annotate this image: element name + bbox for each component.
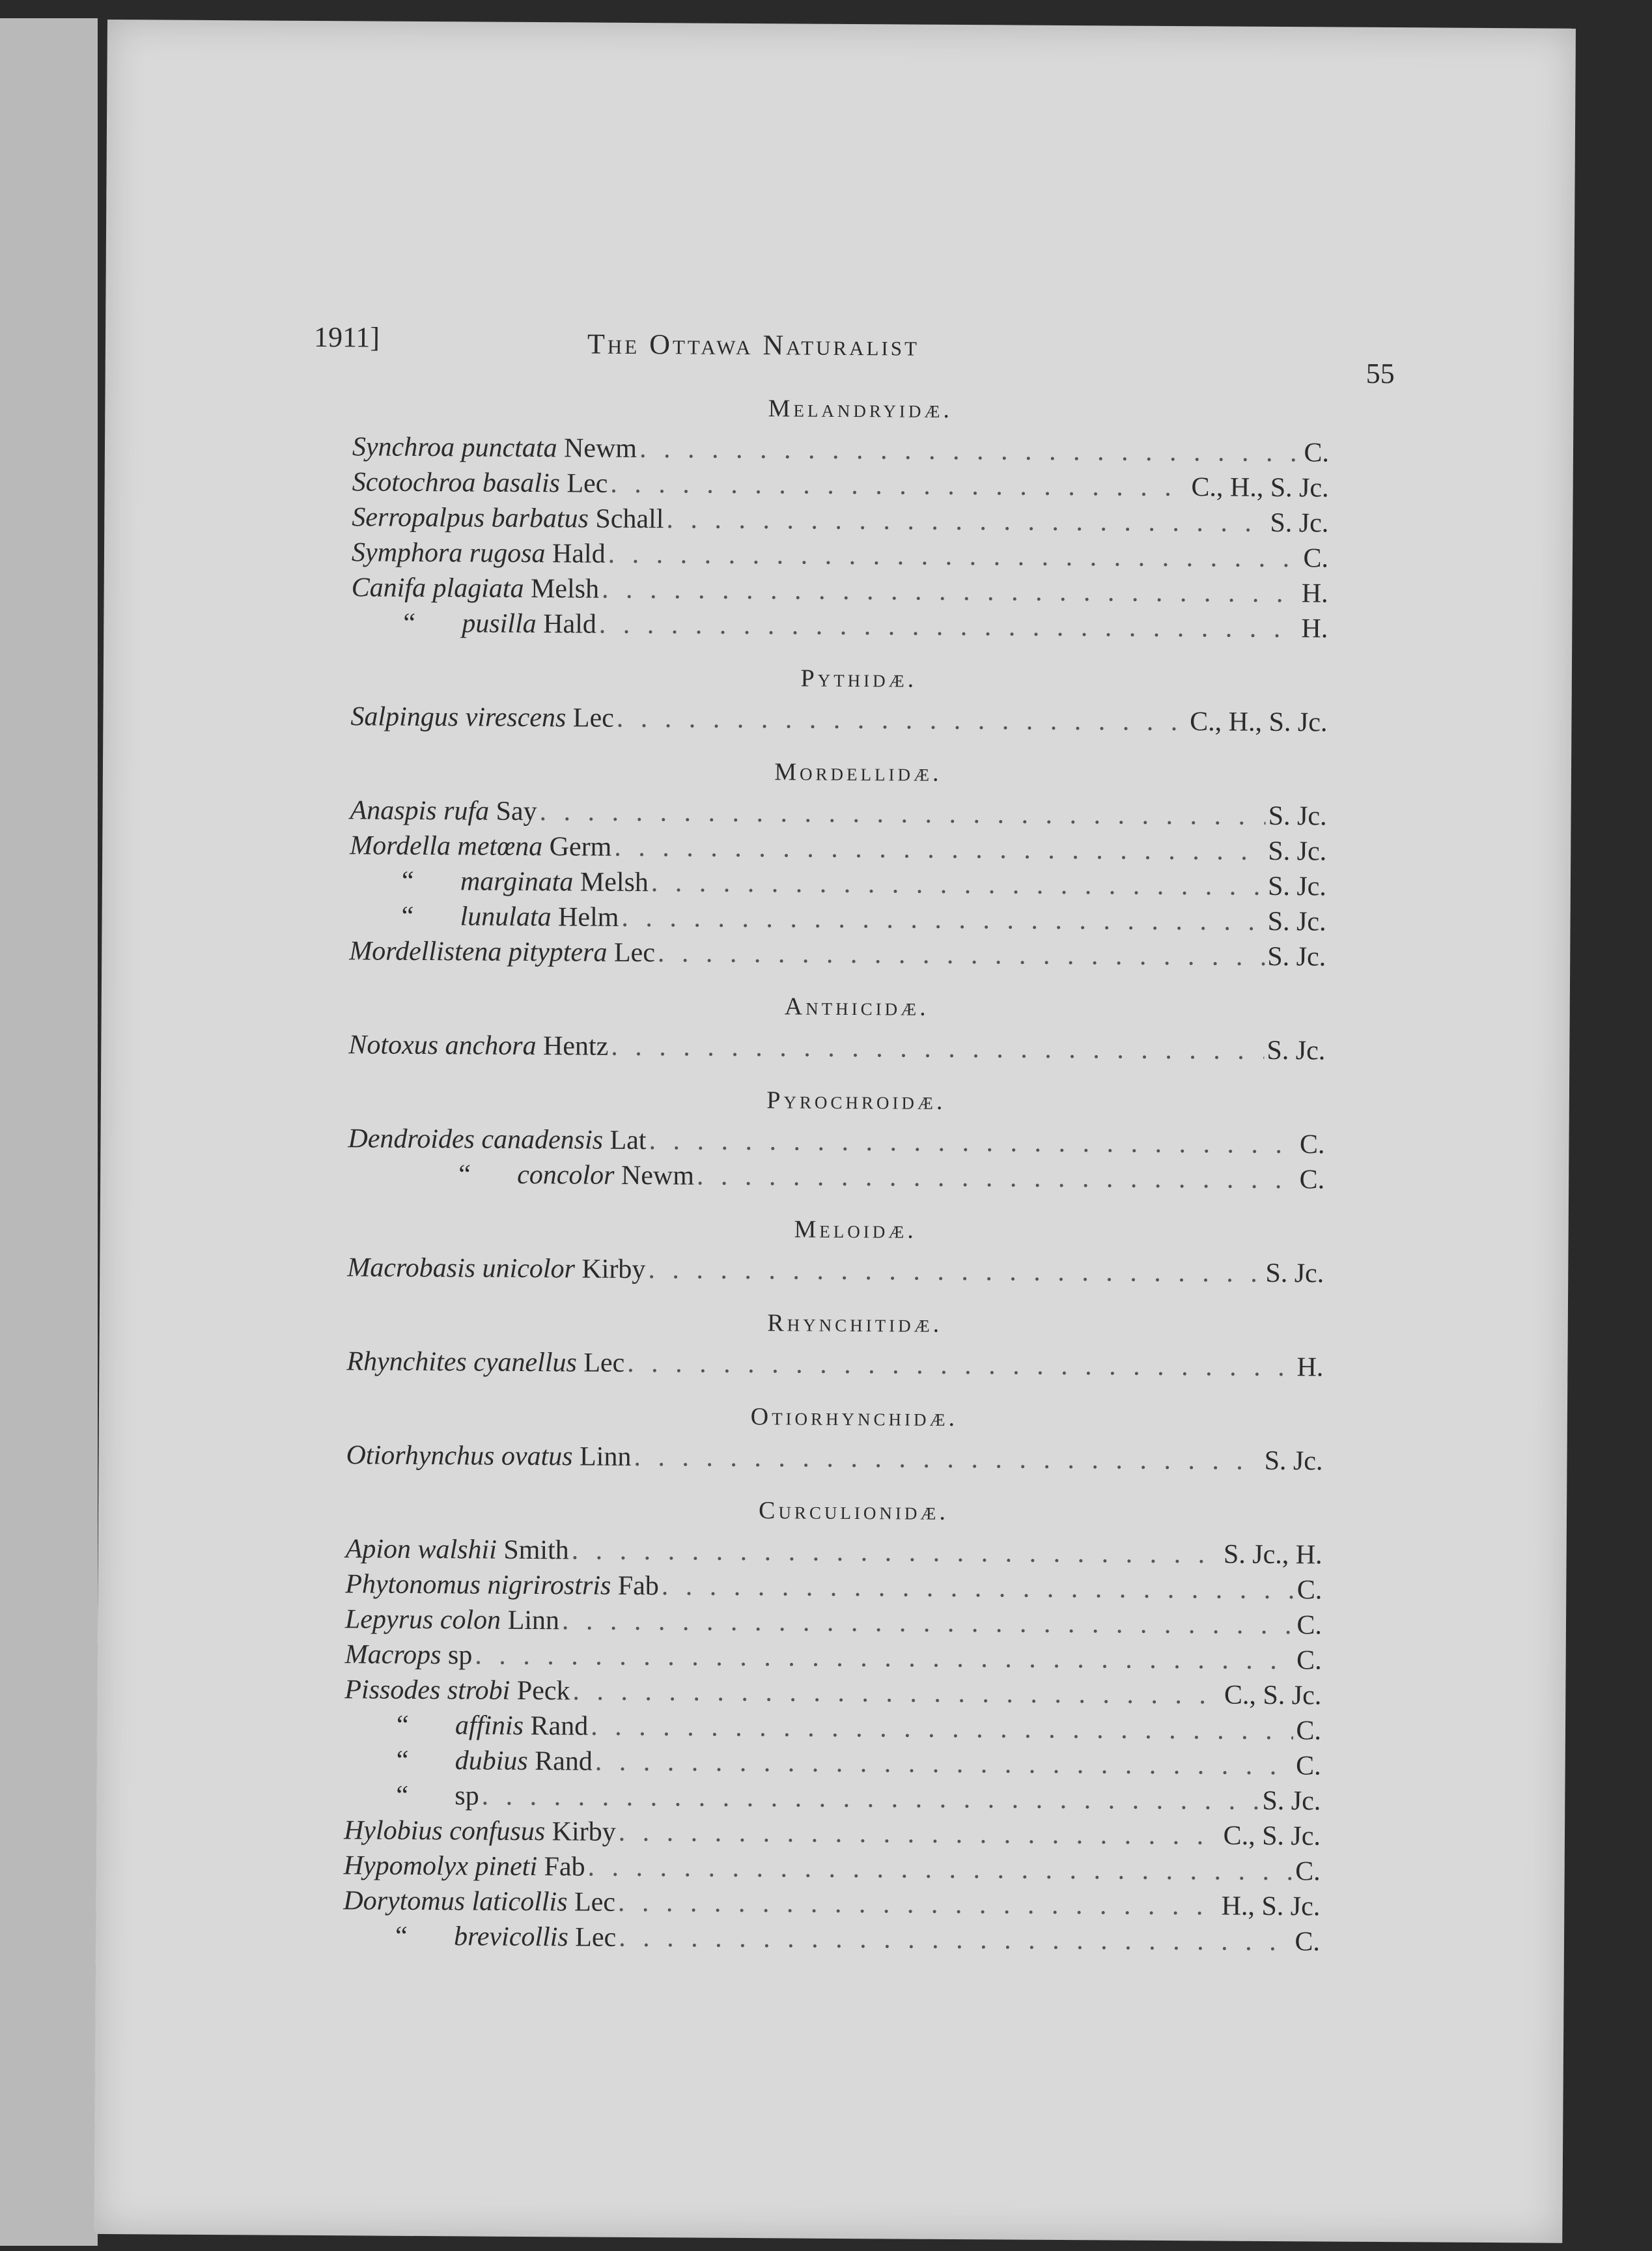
locality-code: C., H., S. Jc. xyxy=(1191,472,1329,503)
species-name: Serropalpus barbatus xyxy=(352,502,589,534)
author-abbrev: Say xyxy=(496,796,537,827)
author-abbrev: Newm xyxy=(563,433,637,464)
species-entry xyxy=(349,898,1326,939)
family-heading: Pyrochroidæ. xyxy=(766,1086,946,1115)
species-entry xyxy=(344,1672,1321,1713)
locality-code: H., S. Jc. xyxy=(1221,1891,1321,1922)
species-name: brevicollis xyxy=(453,1921,568,1953)
dot-leader xyxy=(591,1709,1294,1749)
running-header xyxy=(313,307,1395,390)
locality-code: C., S. Jc. xyxy=(1223,1820,1321,1852)
species-name: Otiorhynchus ovatus xyxy=(346,1440,573,1472)
species-name: Rhynchites cyanellus xyxy=(346,1346,577,1378)
facing-page-edge xyxy=(0,18,98,2246)
species-entry xyxy=(350,699,1327,740)
species-name: Mordellistena pityptera xyxy=(349,936,608,968)
species-name: Canifa plagiata xyxy=(351,573,524,604)
author-abbrev: sp xyxy=(455,1781,479,1811)
locality-code: S. Jc. xyxy=(1267,941,1326,972)
author-abbrev: Germ xyxy=(549,832,612,862)
ditto-mark: “ xyxy=(401,901,414,931)
dot-leader xyxy=(572,1533,1222,1572)
author-abbrev: Hentz xyxy=(542,1031,609,1062)
species-name: Dendroides canadensis xyxy=(348,1124,604,1155)
author-abbrev: Melsh xyxy=(530,573,600,604)
locality-code: S. Jc. xyxy=(1265,1258,1324,1289)
dot-leader xyxy=(572,1673,1222,1712)
species-name: dubius xyxy=(455,1746,528,1776)
species-entry xyxy=(344,1848,1321,1889)
author-abbrev: Linn xyxy=(579,1441,632,1472)
species-name: pusilla xyxy=(462,608,537,640)
dot-leader xyxy=(627,1346,1295,1385)
species-entry xyxy=(352,500,1328,541)
locality-code: C. xyxy=(1299,1129,1325,1160)
locality-code: C. xyxy=(1296,1645,1322,1676)
dot-leader xyxy=(666,502,1267,541)
locality-code: S. Jc. xyxy=(1270,507,1329,539)
ditto-mark: “ xyxy=(396,1710,409,1740)
locality-code: C. xyxy=(1299,1165,1325,1195)
dot-leader xyxy=(634,1439,1262,1479)
dot-leader xyxy=(649,1123,1297,1162)
locality-code: H. xyxy=(1301,578,1328,609)
family-heading: Otiorhynchidæ. xyxy=(750,1403,959,1432)
species-entry xyxy=(344,1742,1321,1783)
ditto-mark: “ xyxy=(396,1780,409,1811)
author-abbrev: sp xyxy=(447,1640,473,1671)
dot-leader xyxy=(651,865,1265,904)
author-abbrev: Fab xyxy=(544,1852,585,1882)
dot-leader xyxy=(599,607,1299,647)
dot-leader xyxy=(648,1252,1263,1291)
author-abbrev: Melsh xyxy=(580,867,649,898)
species-entry xyxy=(346,1344,1323,1385)
species-name: Lepyrus colon xyxy=(344,1604,501,1635)
author-abbrev: Kirby xyxy=(552,1817,616,1847)
author-abbrev: Lec xyxy=(574,1887,616,1918)
locality-code: H. xyxy=(1296,1352,1324,1383)
species-name: Notoxus anchora xyxy=(348,1030,537,1062)
dot-leader xyxy=(662,1568,1295,1607)
dot-leader xyxy=(602,572,1299,612)
dot-leader xyxy=(639,431,1302,470)
species-name: Dorytomus laticollis xyxy=(343,1886,568,1918)
species-entry xyxy=(352,570,1328,611)
species-name: concolor xyxy=(517,1159,615,1191)
locality-code: C. xyxy=(1296,1716,1322,1746)
species-entry xyxy=(348,1027,1325,1068)
dot-leader xyxy=(617,701,1188,739)
dot-leader xyxy=(562,1603,1295,1643)
species-name: Pissodes strobi xyxy=(344,1675,511,1706)
species-entry xyxy=(350,863,1326,904)
family-heading: Rhynchitidæ. xyxy=(767,1309,943,1338)
dot-leader xyxy=(610,466,1188,505)
book-page xyxy=(94,20,1576,2243)
species-name: Apion walshii xyxy=(345,1534,497,1565)
dot-leader xyxy=(608,537,1301,576)
species-name: Hypomolyx pineti xyxy=(343,1850,538,1882)
ditto-mark: “ xyxy=(396,1745,409,1776)
locality-code: S. Jc. xyxy=(1268,836,1327,867)
locality-code: C. xyxy=(1304,438,1330,468)
locality-code: H. xyxy=(1301,614,1328,644)
species-name: lunulata xyxy=(460,901,552,933)
header-year: 1911] xyxy=(313,320,380,354)
author-abbrev: Linn xyxy=(507,1605,560,1636)
dot-leader xyxy=(618,1885,1219,1924)
species-entry xyxy=(343,1883,1320,1924)
author-abbrev: Schall xyxy=(595,503,664,535)
species-entry xyxy=(350,793,1326,834)
species-entry xyxy=(351,605,1328,646)
author-abbrev: Lec xyxy=(613,937,656,969)
author-abbrev: Lat xyxy=(609,1125,647,1156)
dot-leader xyxy=(482,1779,1260,1819)
species-name: Hylobius confusus xyxy=(343,1815,546,1847)
species-name: Synchroa punctata xyxy=(352,432,557,464)
locality-code: S. Jc., H. xyxy=(1223,1539,1323,1570)
author-abbrev: Lec xyxy=(567,468,608,499)
species-entry xyxy=(347,1250,1324,1291)
author-abbrev: Hald xyxy=(543,609,596,640)
family-heading: Mordellidæ. xyxy=(774,758,942,787)
dot-leader xyxy=(614,830,1265,869)
locality-code: C. xyxy=(1296,1575,1323,1606)
species-entry xyxy=(345,1566,1322,1607)
locality-code: S. Jc. xyxy=(1267,906,1326,937)
species-entry xyxy=(352,535,1328,576)
author-abbrev: Lec xyxy=(583,1348,625,1378)
species-entry xyxy=(345,1637,1322,1678)
dot-leader xyxy=(587,1850,1293,1890)
locality-code: C. xyxy=(1295,1927,1321,1957)
species-name: Phytonomus nigrirostris xyxy=(345,1569,611,1601)
locality-code: S. Jc. xyxy=(1262,1785,1321,1817)
locality-code: C. xyxy=(1295,1856,1321,1887)
species-entry xyxy=(352,429,1329,470)
author-abbrev: Lec xyxy=(572,703,614,733)
species-entry xyxy=(344,1777,1321,1819)
ditto-mark: “ xyxy=(403,608,416,638)
dot-leader xyxy=(619,1815,1221,1854)
species-entry xyxy=(345,1602,1322,1643)
locality-code: S. Jc. xyxy=(1264,1445,1323,1477)
species-entry xyxy=(348,1121,1324,1162)
species-entry xyxy=(344,1813,1321,1854)
author-abbrev: Rand xyxy=(535,1746,593,1777)
species-name: Macrobasis unicolor xyxy=(347,1253,576,1284)
family-heading: Curculionidæ. xyxy=(758,1497,949,1525)
locality-code: S. Jc. xyxy=(1267,871,1327,902)
species-name: Macrops xyxy=(344,1639,441,1671)
author-abbrev: Rand xyxy=(530,1711,589,1742)
species-entry xyxy=(343,1918,1320,1959)
author-abbrev: Fab xyxy=(617,1570,659,1602)
family-heading: Anthicidæ. xyxy=(784,993,929,1021)
dot-leader xyxy=(475,1637,1294,1678)
species-entry xyxy=(350,828,1326,869)
locality-code: S. Jc. xyxy=(1268,800,1327,832)
family-heading: Meloidæ. xyxy=(794,1215,917,1244)
locality-code: C. xyxy=(1296,1610,1323,1641)
locality-code: C. xyxy=(1303,543,1329,574)
species-name: Symphora rugosa xyxy=(351,537,546,569)
dot-leader xyxy=(619,1920,1293,1959)
author-abbrev: Hald xyxy=(552,539,606,569)
dot-leader xyxy=(621,900,1265,939)
author-abbrev: Kirby xyxy=(581,1254,646,1285)
species-entry xyxy=(345,1531,1322,1572)
family-heading: Pythidæ. xyxy=(800,664,917,693)
species-name: Anaspis rufa xyxy=(350,795,490,827)
species-entry xyxy=(346,1437,1323,1479)
author-abbrev: Newm xyxy=(621,1160,695,1191)
family-heading: Melandryidæ. xyxy=(768,395,953,423)
species-list xyxy=(343,389,1330,1959)
species-entry xyxy=(344,1707,1321,1748)
journal-title: The Ottawa Naturalist xyxy=(587,328,920,362)
species-entry xyxy=(348,1156,1324,1197)
author-abbrev: Lec xyxy=(575,1922,617,1953)
species-name: marginata xyxy=(460,866,574,898)
locality-code: C. xyxy=(1295,1751,1321,1781)
dot-leader xyxy=(697,1159,1297,1198)
ditto-mark: “ xyxy=(401,866,414,896)
dot-leader xyxy=(658,935,1265,974)
locality-code: S. Jc. xyxy=(1267,1035,1326,1066)
locality-code: C., H., S. Jc. xyxy=(1190,707,1328,738)
species-name: Mordella metœna xyxy=(350,830,543,862)
author-abbrev: Helm xyxy=(557,902,619,933)
page-number: 55 xyxy=(1365,357,1395,390)
species-name: Salpingus virescens xyxy=(350,701,567,733)
author-abbrev: Peck xyxy=(516,1675,570,1706)
ditto-mark: “ xyxy=(458,1159,471,1190)
species-entry xyxy=(349,933,1326,974)
species-name: affinis xyxy=(455,1710,524,1741)
dot-leader xyxy=(539,794,1265,834)
locality-code: C., S. Jc. xyxy=(1224,1680,1322,1711)
dot-leader xyxy=(595,1744,1294,1784)
ditto-mark: “ xyxy=(395,1921,408,1951)
species-entry xyxy=(352,464,1329,505)
dot-leader xyxy=(611,1029,1264,1068)
author-abbrev: Smith xyxy=(503,1535,569,1566)
species-name: Scotochroa basalis xyxy=(352,467,561,499)
